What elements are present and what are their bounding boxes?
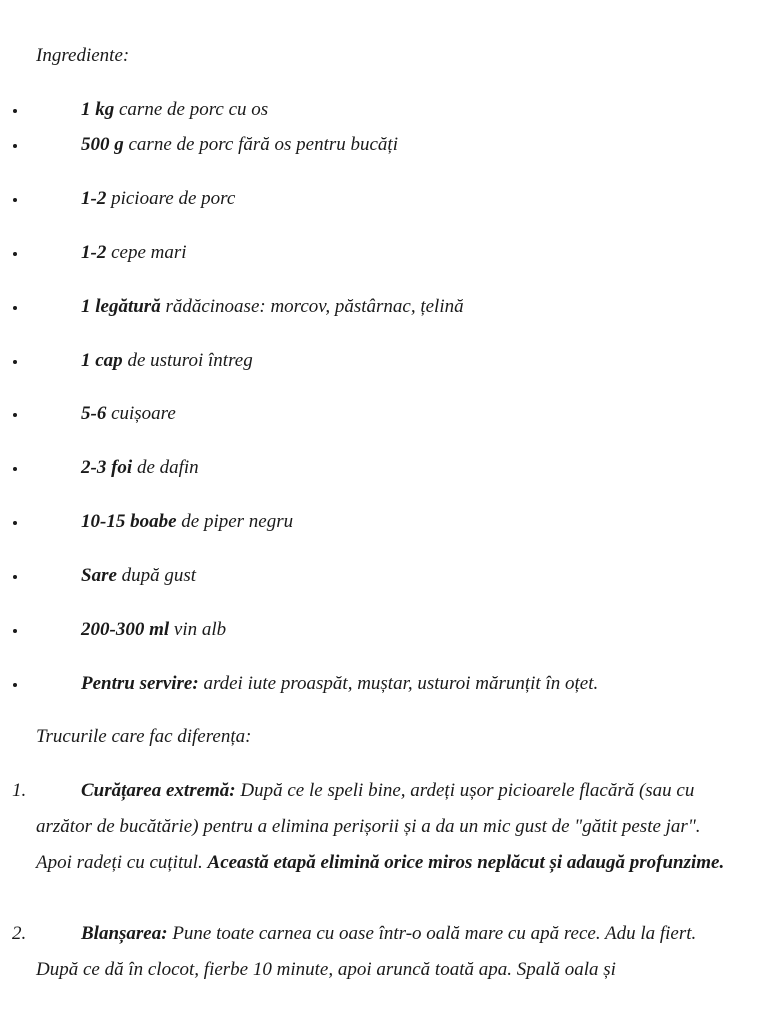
step-emphasis: Această etapă elimină orice miros neplăcut și adaugă profunzime. xyxy=(207,852,725,873)
step-item xyxy=(0,916,740,988)
ingredient-text xyxy=(81,131,398,159)
ingredient-quantity: Sare xyxy=(81,565,117,586)
ingredient-description: de usturoi întreg xyxy=(122,350,253,371)
ingredient-quantity: 5-6 xyxy=(81,403,107,424)
ingredient-description: cepe mari xyxy=(106,242,187,263)
step-body: După ce le speli bine, ardeți ușor picioarele flacără (sau cu arzător de bucătărie) pentru a elimina perișorii și a da un mic gust de "gătit peste jar". Apoi radeți cu cuțitul. xyxy=(36,780,701,873)
ingredient-description: rădăcinoase: morcov, păstârnac, țelină xyxy=(160,296,464,317)
ingredient-text xyxy=(81,239,187,267)
ingredient-item xyxy=(0,562,740,590)
ingredients-heading: Ingrediente: xyxy=(36,45,130,66)
ingredient-description: de dafin xyxy=(132,457,199,478)
ingredient-text xyxy=(81,670,598,698)
ingredient-text xyxy=(81,185,235,213)
ingredient-text xyxy=(81,616,226,644)
step-title: Blanșarea: xyxy=(81,923,168,944)
ingredient-quantity: 1-2 xyxy=(81,242,107,263)
bullet-icon xyxy=(13,467,17,471)
ingredient-text xyxy=(81,96,268,124)
bullet-icon xyxy=(13,144,17,148)
step-body: Pune toate carnea cu oase într-o oală mare cu apă rece. Adu la fiert. După ce dă în clocot, fierbe 10 minute, apoi aruncă toată apa. Spală oala și xyxy=(36,923,697,980)
ingredient-item xyxy=(0,347,740,375)
ingredient-quantity: 10-15 boabe xyxy=(81,511,177,532)
step-number: 1. xyxy=(12,780,27,801)
bullet-icon xyxy=(13,629,17,633)
bullet-icon xyxy=(13,521,17,525)
ingredient-item xyxy=(0,185,740,213)
ingredient-quantity: 2-3 foi xyxy=(81,457,133,478)
bullet-icon xyxy=(13,198,17,202)
tricks-heading: Trucurile care fac diferența: xyxy=(36,726,252,747)
ingredient-quantity: 1 kg xyxy=(81,99,115,120)
ingredient-quantity: 500 g xyxy=(81,134,124,155)
ingredient-description: carne de porc fără os pentru bucăți xyxy=(123,134,398,155)
ingredient-text xyxy=(81,400,176,428)
ingredient-item xyxy=(0,239,740,267)
ingredient-item xyxy=(0,454,740,482)
ingredient-item xyxy=(0,508,740,536)
bullet-icon xyxy=(13,306,17,310)
ingredient-description: ardei iute proaspăt, muștar, usturoi mărunțit în oțet. xyxy=(198,673,599,694)
step-text xyxy=(0,773,726,881)
step-number: 2. xyxy=(12,923,27,944)
ingredient-description: carne de porc cu os xyxy=(114,99,269,120)
step-title: Curățarea extremă: xyxy=(81,780,236,801)
ingredient-item xyxy=(0,293,740,321)
bullet-icon xyxy=(13,109,17,113)
bullet-icon xyxy=(13,575,17,579)
ingredient-description: vin alb xyxy=(169,619,227,640)
ingredient-quantity: 200-300 ml xyxy=(81,619,170,640)
ingredient-description: cuișoare xyxy=(106,403,176,424)
bullet-icon xyxy=(13,360,17,364)
ingredient-text xyxy=(81,454,199,482)
ingredient-description: după gust xyxy=(116,565,197,586)
ingredient-text xyxy=(81,562,196,590)
bullet-icon xyxy=(13,252,17,256)
bullet-icon xyxy=(13,683,17,687)
ingredient-quantity: Pentru servire: xyxy=(81,673,199,694)
step-item xyxy=(0,773,740,881)
ingredient-item xyxy=(0,400,740,428)
ingredient-text xyxy=(81,293,464,321)
step-text xyxy=(0,916,726,988)
ingredient-text xyxy=(81,508,293,536)
ingredient-description: de piper negru xyxy=(176,511,294,532)
ingredient-quantity: 1 cap xyxy=(81,350,123,371)
ingredient-item xyxy=(0,670,740,698)
ingredient-quantity: 1-2 xyxy=(81,188,107,209)
ingredient-item xyxy=(0,96,740,124)
bullet-icon xyxy=(13,413,17,417)
ingredient-text xyxy=(81,347,253,375)
ingredient-description: picioare de porc xyxy=(106,188,236,209)
ingredient-item xyxy=(0,131,740,159)
ingredient-quantity: 1 legătură xyxy=(81,296,161,317)
ingredient-item xyxy=(0,616,740,644)
